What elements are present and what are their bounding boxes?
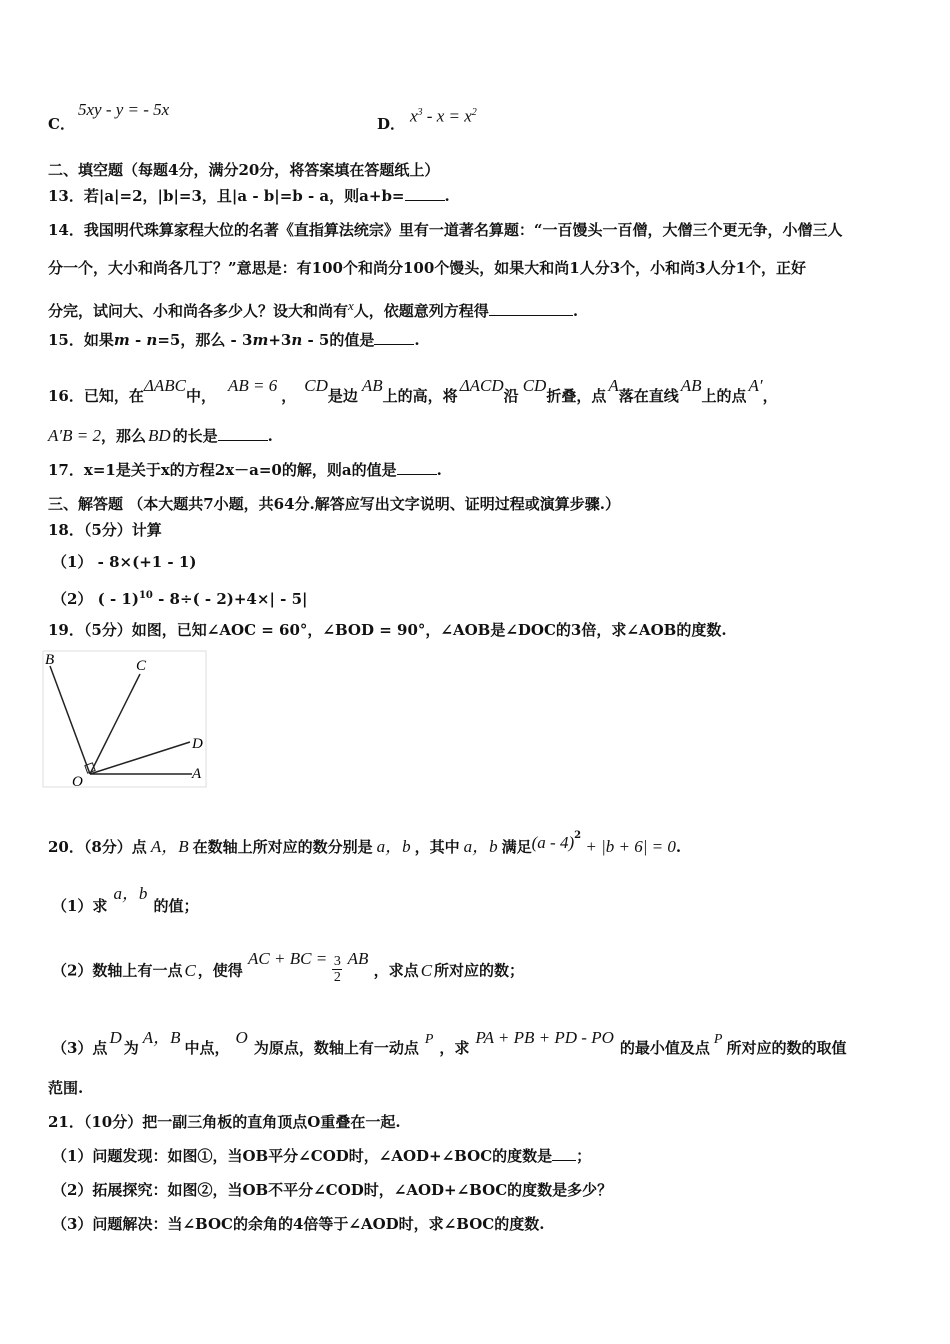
answer-blank[interactable] bbox=[552, 1146, 576, 1161]
option-d: D． bbox=[377, 115, 406, 133]
question-20-1: （1）求a，b的值； bbox=[52, 884, 199, 915]
answer-blank[interactable] bbox=[489, 301, 573, 316]
section-2-header: 二、填空题（每题4分，满分20分，将答案填在答题纸上） bbox=[48, 161, 440, 179]
label-a: A bbox=[192, 766, 202, 782]
answer-blank[interactable] bbox=[218, 426, 268, 441]
section-3-header: 三、解答题 （本大题共7小题，共64分.解答应写出文字说明、证明过程或演算步骤.） bbox=[48, 495, 620, 513]
question-21: 21．（10分）把一副三角板的直角顶点O重叠在一起. bbox=[48, 1113, 401, 1131]
ray-oc bbox=[90, 674, 140, 774]
ray-ob bbox=[50, 666, 90, 774]
question-20: 20．（8分）点 A，B 在数轴上所对应的数分别是 a，b ，其中 a，b 满足(a - 4)$^2$ + |b + 6| = 0. bbox=[48, 830, 682, 856]
question-16: 16．已知，在ΔABC中，AB = 6，CD是边AB上的高，将ΔACD沿CD折叠，点A落在直线AB上的点A′， bbox=[48, 376, 778, 405]
label-c: C bbox=[136, 658, 147, 674]
question-21-1: （1）问题发现：如图①，当OB平分∠COD时，∠AOD+∠BOC的度数是 ； bbox=[52, 1147, 592, 1165]
question-20-3-line2: 范围. bbox=[48, 1079, 84, 1097]
question-21-3: （3）问题解决：当∠BOC的余角的4倍等于∠AOD时，求∠BOC的度数. bbox=[52, 1215, 545, 1233]
angle-figure bbox=[42, 650, 207, 788]
answer-blank[interactable] bbox=[374, 330, 414, 345]
question-13: 13．若|a|=2，|b|=3，且|a - b|=b - a，则a+b= . bbox=[48, 187, 450, 205]
question-14-line2: 分一个，大小和尚各几丁？”意思是：有100个和尚分100个馒头，如果大和尚1人分3个，小和尚3人分1个，正好 bbox=[48, 259, 807, 277]
option-c-formula: 5xy - y = - 5x bbox=[78, 100, 170, 119]
question-14-line1: 14．我国明代珠算家程大位的名著《直指算法统宗》里有一道著名算题：“一百馒头一百僧，大僧三个更无争，小僧三人 bbox=[48, 221, 843, 239]
question-18-2: （2） ( - 1)$^{10}$ - 8÷( - 2)+4×| - 5| bbox=[52, 590, 308, 608]
question-20-2: （2）数轴上有一点 C ，使得 AC + BC = $\frac{3}{2}$ AB ，求点 C 所对应的数； bbox=[52, 948, 525, 985]
question-16-line2: A′B = 2，那么 BD 的长是 . bbox=[48, 426, 273, 445]
label-b: B bbox=[45, 652, 55, 668]
question-18-1: （1） - 8×(+1 - 1) bbox=[52, 553, 197, 571]
question-17: 17．x=1是关于x的方程2x－a=0的解，则a的值是 . bbox=[48, 461, 442, 479]
question-18: 18．（5分）计算 bbox=[48, 521, 162, 539]
label-d: D bbox=[192, 736, 203, 752]
option-d-formula: $x^3 - x = x^2$ bbox=[410, 106, 477, 126]
answer-blank[interactable] bbox=[405, 186, 445, 201]
question-19: 19．（5分）如图，已知∠AOC = 60°，∠BOD = 90°，∠AOB是∠DOC的3倍，求∠AOB的度数. bbox=[48, 621, 727, 639]
label-o: O bbox=[72, 774, 83, 788]
question-21-2: （2）拓展探究：如图②，当OB不平分∠COD时，∠AOD+∠BOC的度数是多少？ bbox=[52, 1181, 613, 1199]
question-15: 15．如果m - n=5，那么 - 3m+3n - 5的值是 . bbox=[48, 331, 420, 349]
option-c: C． bbox=[48, 115, 75, 133]
question-14-line3: 分完，试问大、小和尚各多少人？设大和尚有x人，依题意列方程得 . bbox=[48, 298, 579, 320]
question-20-3: （3）点D为A，B中点，O为原点，数轴上有一动点 P ，求PA + PB + PD - PO的最小值及点 P 所对应的数的取值 bbox=[52, 1028, 847, 1057]
answer-blank[interactable] bbox=[397, 460, 437, 475]
ray-od bbox=[90, 742, 190, 774]
